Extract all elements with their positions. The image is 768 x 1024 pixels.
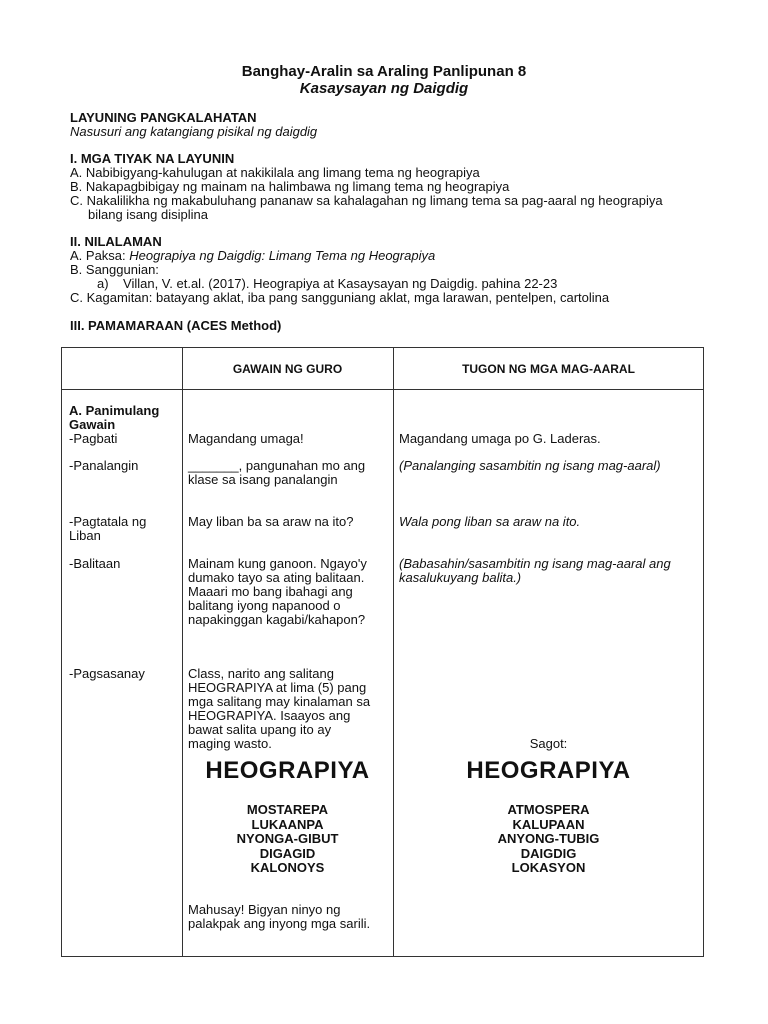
section-label-line2: Gawain xyxy=(69,417,116,432)
row-label-pagtatala-line2: Liban xyxy=(69,528,101,543)
guro-closing-line2: palakpak ang inyong mga sarili. xyxy=(188,916,371,931)
guro-pagsasanay-line5: bawat salita upang ito ay xyxy=(188,722,332,737)
paksa-line xyxy=(70,249,435,263)
answer-word: ATMOSPERA xyxy=(507,802,590,817)
sanggunian-label: B. Sanggunian: xyxy=(70,262,159,277)
layunin-pangkalahatan-text: Nasusuri ang katangiang pisikal ng daigdig xyxy=(70,124,318,139)
guro-balitaan-line4: balitang iyong napanood o xyxy=(188,598,341,613)
table-header-divider xyxy=(62,389,703,390)
row-label-pagsasanay: -Pagsasanay xyxy=(69,666,145,681)
document-title: Banghay-Aralin sa Araling Panlipunan 8 xyxy=(241,63,527,80)
column-header-tugon: TUGON NG MGA MAG-AARAL xyxy=(462,362,635,376)
guro-big-word: HEOGRAPIYA xyxy=(205,757,370,784)
guro-balitaan-line5: napakinggan kagabi/kahapon? xyxy=(188,612,366,627)
jumbled-word: NYONGA-GIBUT xyxy=(236,831,339,846)
guro-panalangin-line1: _______, pangunahan mo ang xyxy=(188,458,366,473)
answer-words-list xyxy=(393,803,704,876)
layunin-pangkalahatan-heading: LAYUNING PANGKALAHATAN xyxy=(70,110,257,125)
layunin-c-line2: bilang isang disiplina xyxy=(88,207,208,222)
aces-method-table xyxy=(61,347,704,957)
jumbled-word: KALONOYS xyxy=(250,860,325,875)
guro-pagbati: Magandang umaga! xyxy=(188,431,304,446)
section-label-line1: A. Panimulang xyxy=(69,403,160,418)
tugon-big-word: HEOGRAPIYA xyxy=(466,757,631,784)
kagamitan-line: C. Kagamitan: batayang aklat, iba pang sangguniang aklat, mga larawan, pentelpen, cartolina xyxy=(70,290,610,305)
jumbled-word: DIGAGID xyxy=(259,845,316,861)
tiyak-na-layunin-heading: I. MGA TIYAK NA LAYUNIN xyxy=(70,151,235,166)
row-label-balitaan: -Balitaan xyxy=(69,556,121,571)
document-subtitle: Kasaysayan ng Daigdig xyxy=(299,80,469,97)
guro-pagsasanay-line1: Class, narito ang salitang xyxy=(188,666,334,681)
sagot-label: Sagot: xyxy=(529,736,568,751)
guro-balitaan-line3: Maaari mo bang ibahagi ang xyxy=(188,584,353,599)
row-label-pagtatala-line1: -Pagtatala ng xyxy=(69,514,147,529)
guro-balitaan-line1: Mainam kung ganoon. Ngayo'y xyxy=(188,556,367,571)
guro-pagsasanay-line4: HEOGRAPIYA. Isaayos ang xyxy=(188,708,351,723)
tugon-balitaan-line1: (Babasahin/sasambitin ng isang mag-aaral ang xyxy=(399,556,671,571)
answer-word: ANYONG-TUBIG xyxy=(497,831,600,846)
guro-pagsasanay-line6: maging wasto. xyxy=(188,736,272,751)
answer-word: DAIGDIG xyxy=(520,845,577,861)
nilalaman-heading: II. NILALAMAN xyxy=(70,234,162,249)
jumbled-words-list xyxy=(182,803,393,876)
guro-closing-line1: Mahusay! Bigyan ninyo ng xyxy=(188,902,341,917)
jumbled-word: MOSTAREPA xyxy=(246,802,329,817)
tugon-pagtatala: Wala pong liban sa araw na ito. xyxy=(399,514,581,529)
tugon-pagbati: Magandang umaga po G. Laderas. xyxy=(399,431,601,446)
paksa-label: A. Paksa: xyxy=(70,248,130,263)
sanggunian-item: a) Villan, V. et.al. (2017). Heograpiya at Kasaysayan ng Daigdig. pahina 22-23 xyxy=(97,276,558,291)
guro-pagtatala: May liban ba sa araw na ito? xyxy=(188,514,354,529)
guro-pagsasanay-line3: mga salitang may kinalaman sa xyxy=(188,694,371,709)
guro-panalangin-line2: klase sa isang panalangin xyxy=(188,472,338,487)
tugon-balitaan-line2: kasalukuyang balita.) xyxy=(399,570,522,585)
paksa-value: Heograpiya ng Daigdig: Limang Tema ng Heograpiya xyxy=(129,248,436,263)
guro-balitaan-line2: dumako tayo sa ating balitaan. xyxy=(188,570,365,585)
layunin-c-line1: C. Nakalilikha ng makabuluhang pananaw sa kahalagahan ng limang tema sa pag-aaral ng heograpiya xyxy=(70,193,663,208)
row-label-panalangin: -Panalangin xyxy=(69,458,139,473)
layunin-b: B. Nakapagbibigay ng mainam na halimbawa ng limang tema ng heograpiya xyxy=(70,179,510,194)
guro-pagsasanay-line2: HEOGRAPIYA at lima (5) pang xyxy=(188,680,367,695)
row-label-pagbati: -Pagbati xyxy=(69,431,118,446)
pamamaraan-heading: III. PAMAMARAAN (ACES Method) xyxy=(70,318,282,333)
column-header-guro: GAWAIN NG GURO xyxy=(232,362,343,376)
layunin-a: A. Nabibigyang-kahulugan at nakikilala ang limang tema ng heograpiya xyxy=(70,165,480,180)
answer-word: KALUPAAN xyxy=(512,816,585,832)
answer-word: LOKASYON xyxy=(511,860,586,875)
jumbled-word: LUKAANPA xyxy=(251,816,324,832)
tugon-panalangin: (Panalanging sasambitin ng isang mag-aaral) xyxy=(399,458,661,473)
